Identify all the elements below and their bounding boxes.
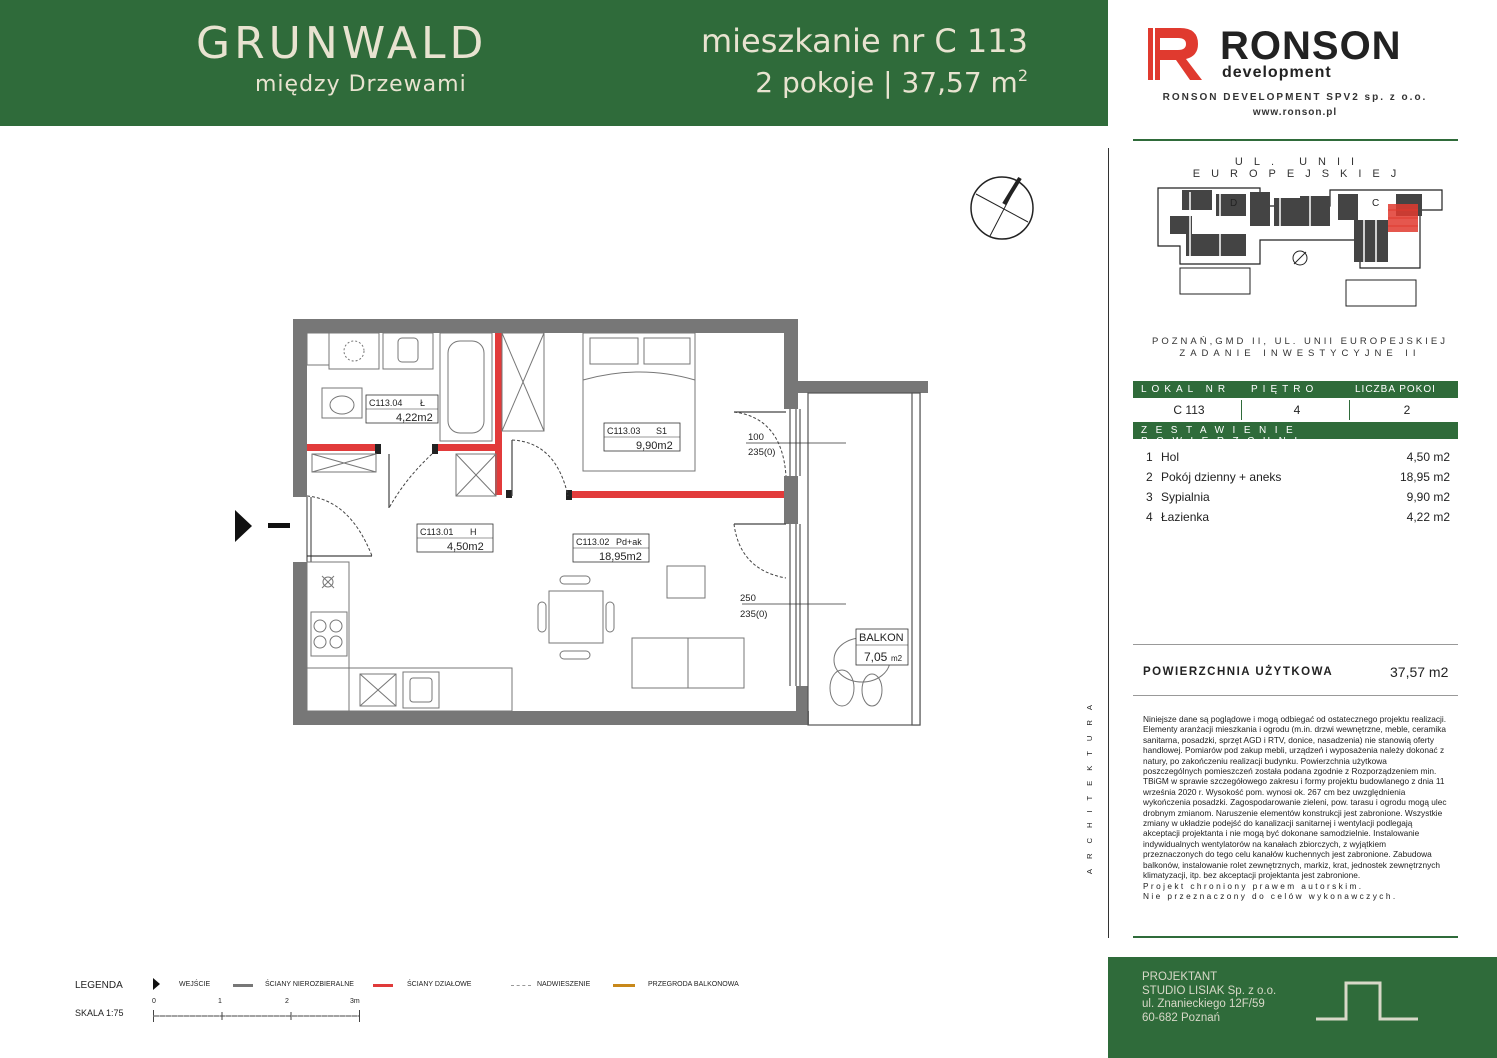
header-lokal: LOKAL NR xyxy=(1141,384,1231,395)
disclaimer-not-executive: Nie przeznaczony do celów wykonawczych. xyxy=(1143,890,1398,901)
list-item xyxy=(1140,490,1452,510)
studio-logo-icon xyxy=(1314,979,1424,1023)
room-type: S1 xyxy=(656,426,668,436)
room-area: 4,22m2 xyxy=(396,412,433,424)
room-code: C113.04 xyxy=(369,398,403,408)
room-code: C113.02 xyxy=(576,537,610,547)
room-label-bathroom xyxy=(366,395,438,424)
section-title-text: ZESTAWIENIE POWIERZCHNI xyxy=(1141,425,1306,447)
developer-logo xyxy=(1146,26,1456,86)
scale-label: SKALA 1:75 xyxy=(75,1008,124,1018)
room-label-hall xyxy=(417,524,493,553)
room-code: C113.01 xyxy=(420,527,454,537)
value-pietro: 4 xyxy=(1293,403,1301,417)
address-line-2: ZADANIE INWESTYCYJNE II xyxy=(1179,348,1421,359)
balcony-area-unit: m2 xyxy=(891,654,903,663)
disclaimer xyxy=(1143,714,1448,901)
window-height-top: 100 xyxy=(748,432,764,443)
divider xyxy=(1241,400,1242,420)
room-number: 4 xyxy=(1146,510,1153,524)
window-height-bottom: 250 xyxy=(740,593,756,604)
brand-title: GRUNWALD xyxy=(196,18,488,69)
room-name: Pokój dzienny + aneks xyxy=(1161,470,1282,484)
address-line-1: POZNAŃ,GMD II, UL. UNII EUROPEJSKIEJ xyxy=(1152,336,1448,347)
legend-swatch xyxy=(613,984,635,987)
divider xyxy=(1133,644,1458,645)
brand-subtitle: między Drzewami xyxy=(255,72,467,97)
room-number: 2 xyxy=(1146,470,1153,484)
logo-name: RONSON xyxy=(1220,24,1402,68)
scale-tick: 2 xyxy=(285,998,289,1005)
header-liczba-pokoi: LICZBA POKOI xyxy=(1355,384,1436,395)
room-label-bedroom xyxy=(604,423,680,452)
room-label-balcony xyxy=(856,629,908,665)
room-area: 9,90 m2 xyxy=(1406,490,1450,504)
apartment-title: mieszkanie nr C 113 xyxy=(700,22,1028,60)
value-lokal: C 113 xyxy=(1173,403,1205,417)
scale-tick: 3m xyxy=(350,998,360,1005)
legend-item-label: ŚCIANY NIEROZBIERALNE xyxy=(265,981,354,988)
room-area: 9,90m2 xyxy=(636,440,673,452)
room-area: 4,50 m2 xyxy=(1406,450,1450,464)
room-number: 1 xyxy=(1146,450,1153,464)
logo-sub: development xyxy=(1222,64,1332,81)
scale-bar xyxy=(153,1010,363,1024)
header-band xyxy=(0,0,1108,126)
designer-city: 60-682 Poznań xyxy=(1142,1011,1221,1024)
building-label-d: D xyxy=(1230,198,1238,209)
floor-plan xyxy=(220,300,940,740)
header-pietro: PIĘTRO xyxy=(1251,384,1319,395)
legend-swatch xyxy=(233,984,253,987)
room-area: 4,50m2 xyxy=(447,541,484,553)
scale-tick: 1 xyxy=(218,998,222,1005)
legend-swatch xyxy=(373,984,393,987)
legend-item-label: PRZEGRODA BALKONOWA xyxy=(648,981,739,988)
total-area-value: 37,57 m2 xyxy=(1390,664,1449,680)
entry-arrow-icon xyxy=(153,978,161,990)
apartment-rooms-area-text: 2 pokoje | 37,57 m xyxy=(755,66,1018,99)
ronson-r-icon xyxy=(1146,26,1210,82)
legend-item-label: NADWIESZENIE xyxy=(537,981,591,988)
designer-info xyxy=(1142,971,1276,1025)
legend-title: LEGENDA xyxy=(75,980,123,991)
room-area: 18,95m2 xyxy=(599,551,642,563)
room-list xyxy=(1140,450,1452,530)
divider xyxy=(1108,148,1109,938)
list-item xyxy=(1140,450,1452,470)
area-unit-sup: 2 xyxy=(1017,66,1028,85)
vertical-label-text: ARCHITEKTURA xyxy=(1085,695,1095,875)
disclaimer-copyright: Projekt chroniony prawem autorskim. xyxy=(1143,880,1364,891)
entry-arrow-icon xyxy=(235,510,252,542)
balcony-area: 7,05 xyxy=(864,650,888,664)
total-area-label: POWIERZCHNIA UŻYTKOWA xyxy=(1143,666,1334,678)
room-type: Ł xyxy=(420,398,426,408)
room-name: Sypialnia xyxy=(1161,490,1210,504)
vertical-label xyxy=(1083,612,1097,922)
list-item xyxy=(1140,470,1452,490)
legend-swatch xyxy=(511,985,531,986)
legend-item-label: WEJŚCIE xyxy=(179,981,211,988)
scale-tick: 0 xyxy=(152,998,156,1005)
balcony-label: BALKON xyxy=(859,632,904,644)
building-label-c: C xyxy=(1372,198,1380,209)
value-liczba-pokoi: 2 xyxy=(1403,403,1411,417)
room-type: H xyxy=(470,527,477,537)
legend xyxy=(75,978,775,1028)
window-sill-bottom: 235(0) xyxy=(740,609,768,620)
designer-company: STUDIO LISIAK Sp. z o.o. xyxy=(1142,984,1277,997)
apartment-rooms-area xyxy=(755,66,1028,99)
site-map xyxy=(1150,180,1450,310)
section-title xyxy=(1133,422,1458,447)
room-label-living xyxy=(573,534,649,563)
room-area: 18,95 m2 xyxy=(1399,470,1450,484)
compass-small-icon xyxy=(1293,251,1307,265)
room-number: 3 xyxy=(1146,490,1153,504)
list-item xyxy=(1140,510,1452,530)
divider xyxy=(1349,400,1350,420)
divider xyxy=(1133,695,1458,696)
street-label: UL. UNII EUROPEJSKIEJ xyxy=(1192,156,1408,180)
room-area: 4,22 m2 xyxy=(1406,510,1450,524)
legend-item-label: ŚCIANY DZIAŁOWE xyxy=(407,981,472,988)
website-link[interactable]: www.ronson.pl xyxy=(1252,107,1338,118)
designer-title: PROJEKTANT xyxy=(1142,971,1218,983)
compass-icon xyxy=(968,174,1038,244)
disclaimer-body: Niniejsze dane są poglądowe i mogą odbiegać od ostatecznego projektu realizacji. Elementy aranżacji mieszkania i ogrodu (m.in. drzwi wewnętrzne, meble, ceramika sanitarna, posadzki, sprzęt AGD i RTV, donice, nasadzenia) nie stanowią oferty handlowej. Pomiarów pod zakup mebli, urządzeń i wyposażenia należy dokonać z natury, po zakończeniu realizacji budynku. Powierzchnia użytkowa poszczególnych pomieszczeń została podana zgodnie z Rozporządzeniem min. TBiGM w sprawie szczegółowego zakresu i formy projektu budowlanego z dnia 11 września 2020 r. Wysokość pom. wynosi ok. 267 cm bez uwzględnienia wykończenia posadzki. Zagospodarowanie zieleni, pow. tarasu i ogrodu mogą ulec drobnym zmianom. Naruszenie elementów konstrukcji jest zabronione. Wszystkie zmiany w układzie podejść do kanalizacji sanitarnej i wentylacji podlegają akceptacji projektanta i nie mogą być dokonane samodzielnie. Instalowanie indywidualnych wentylatorów na kanałach zbiorczych, z wyjątkiem przeznaczonych do tego celu kanałów kuchennych jest zabronione. Zabudowa balkonów, instalowanie rolet zewnętrznych, markiz, krat, jednostek zewnętrznych klimatyzacji, itp. bez akceptacji projektanta jest zabronione. xyxy=(1143,714,1447,881)
designer-footer xyxy=(1108,957,1497,1058)
divider xyxy=(1133,139,1458,141)
unit-table-header xyxy=(1133,381,1458,398)
divider xyxy=(1133,936,1458,938)
unit-table-values xyxy=(1133,400,1458,420)
room-name: Hol xyxy=(1161,450,1180,464)
room-type: Pd+ak xyxy=(616,537,642,547)
window-sill-top: 235(0) xyxy=(748,447,776,458)
company-name: RONSON DEVELOPMENT SPV2 sp. z o.o. xyxy=(1162,92,1428,103)
designer-street: ul. Znanieckiego 12F/59 xyxy=(1142,998,1265,1010)
room-name: Łazienka xyxy=(1161,510,1210,524)
room-code: C113.03 xyxy=(607,426,641,436)
